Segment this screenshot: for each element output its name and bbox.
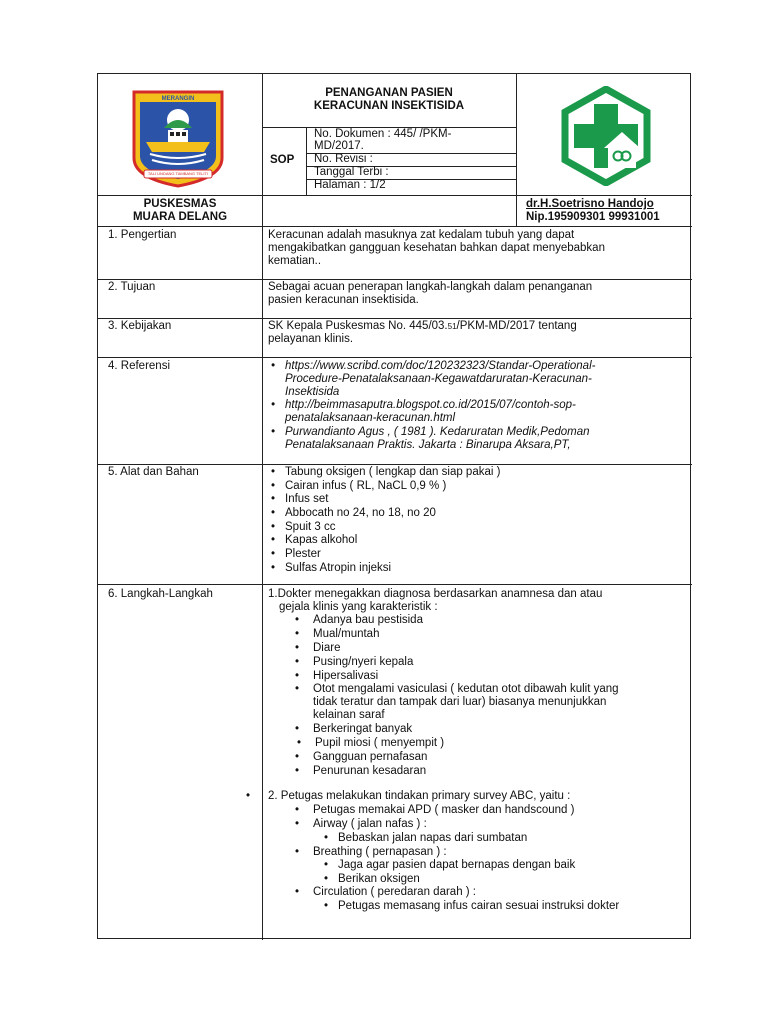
survey-item: • Breathing ( pernapasan ) : [313,846,447,860]
reference-item-cont: Insektisida [285,386,340,398]
doc-number-line2: MD/2017. [314,140,364,152]
step-1-line1: 1.Dokter menegakkan diagnosa berdasarkan anamnesa dan atau [268,588,603,600]
label-alat-bahan: 5. Alat dan Bahan [108,466,199,478]
survey-subitem: • Petugas memasang infus cairan sesuai instruksi dokter [338,900,619,914]
sop-label: SOP [270,154,295,166]
tujuan-line: pasien keracunan insektisida. [268,294,419,306]
revision-number: No. Revisi : [314,153,373,165]
survey-subitem: • Berikan oksigen [338,873,420,887]
stray-bullet: • [246,790,251,802]
org-name-line2: MUARA DELANG [132,211,228,223]
document-title-line1: PENANGANAN PASIEN [325,87,453,99]
symptom-item: • Hipersalivasi [313,670,378,684]
reference-item-cont: Procedure-Penatalaksanaan-Kegawatdaruratan-Keracunan- [285,373,592,385]
org-name-line1: PUSKESMAS [143,198,217,210]
survey-item: • Circulation ( peredaran darah ) : [313,886,476,900]
rule-col-right [516,74,517,226]
pengertian-line: Keracunan adalah masuknya zat kedalam tubuh yang dapat [268,229,575,241]
reference-item-cont: penatalaksanaan-keracunan.html [285,412,456,424]
survey-subitem: • Jaga agar pasien dapat bernapas dengan baik [338,859,575,873]
equipment-item: • Cairan infus ( RL, NaCL 0,9 % ) [285,480,446,494]
rule-row4 [98,464,692,465]
survey-subitem: • Bebaskan jalan napas dari sumbatan [338,832,527,846]
survey-item: • Petugas memakai APD ( masker dan handscound ) [313,804,574,818]
equipment-item: • Kapas alkohol [285,534,357,548]
kebijakan-sk-a: SK Kepala Puskesmas No. 445/03. [268,320,448,332]
equipment-item: • Spuit 3 cc [285,521,336,535]
kebijakan-line2: pelayanan klinis. [268,333,354,345]
sop-document [97,73,691,939]
equipment-item: • Plester [285,548,321,562]
emblem-title: MERANGIN [161,96,195,102]
rule-row2 [98,318,692,319]
reference-item-cont: Penatalaksanaan Praktis. Jakarta : Binarupa Aksara,PT, [285,439,571,451]
symptom-item: • Diare [313,642,340,656]
rule-col-main [262,74,263,940]
pengertian-line: kematian.. [268,255,322,267]
rule-header-bottom [98,195,692,196]
rule-row1 [98,279,692,280]
label-tujuan: 2. Tujuan [108,281,156,293]
rule-org-bottom [98,226,692,227]
equipment-item: • Abbocath no 24, no 18, no 20 [285,507,436,521]
symptom-item: • Pusing/nyeri kepala [313,656,413,670]
document-title-line2: KERACUNAN INSEKTISIDA [313,100,465,112]
symptom-item-cont: tidak teratur dan tampak dari luar) biasanya menunjukkan [313,696,607,708]
symptom-item: • Mual/muntah [313,628,379,642]
emblem-motto: TALI UNDANG TAMBANG TELITI [147,171,209,176]
equipment-item: • Sulfas Atropin injeksi [285,562,391,576]
step-2: 2. Petugas melakukan tindakan primary survey ABC, yaitu : [268,790,571,802]
label-kebijakan: 3. Kebijakan [108,320,172,332]
symptom-item: • Berkeringat banyak [313,723,412,737]
puskesmas-logo [556,86,656,186]
equipment-item: • Tabung oksigen ( lengkap dan siap pakai ) [285,466,500,480]
page-number: Halaman : 1/2 [314,179,386,191]
merangin-emblem [128,86,228,188]
reference-item: • Purwandianto Agus , ( 1981 ). Kedaruratan Medik,Pedoman [285,426,590,440]
pengertian-line: mengakibatkan gangguan kesehatan bahkan dapat menyebabkan [268,242,605,254]
equipment-item: • Infus set [285,493,328,507]
signer-name: dr.H.Soetrisno Handojo [526,198,654,210]
step-1-line2: gejala klinis yang karakteristik : [279,601,438,613]
symptom-item-cont: kelainan saraf [313,709,385,721]
label-langkah: 6. Langkah-Langkah [108,588,213,600]
kebijakan-line1 [268,320,577,334]
rule-row3 [98,357,692,358]
symptom-item: • Adanya bau pestisida [313,614,423,628]
symptom-item: • Pupil miosi ( menyempit ) [315,737,444,751]
reference-item: • http://beimmasaputra.blogspot.co.id/2015/07/contoh-sop- [285,399,576,413]
kebijakan-sk-c: /PKM-MD/2017 tentang [456,320,577,332]
symptom-item: • Penurunan kesadaran [313,765,426,779]
doc-number-line1: No. Dokumen : 445/ /PKM- [314,128,452,140]
rule-row5 [98,584,692,585]
kebijakan-sk-b: 51 [447,322,457,331]
label-referensi: 4. Referensi [108,360,171,372]
symptom-item: • Otot mengalami vasiculasi ( kedutan otot dibawah kulit yang [313,683,619,697]
survey-item: • Airway ( jalan nafas ) : [313,818,427,832]
symptom-item: • Gangguan pernafasan [313,751,427,765]
label-pengertian: 1. Pengertian [108,229,177,241]
rule-col-sop [306,127,307,195]
reference-item: • https://www.scribd.com/doc/120232323/Standar-Operational- [285,360,595,374]
signer-nip: Nip.195909301 99931001 [526,211,660,223]
tujuan-line: Sebagai acuan penerapan langkah-langkah dalam penanganan [268,281,593,293]
issue-date: Tanggal Terbi : [314,166,389,178]
